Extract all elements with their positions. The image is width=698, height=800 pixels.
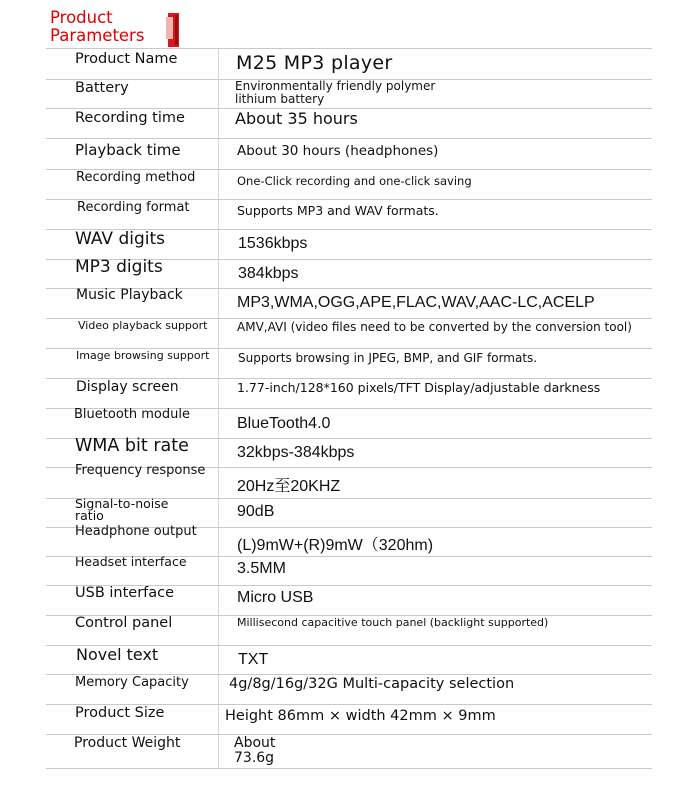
spec-row bbox=[46, 586, 652, 616]
spec-label: Display screen bbox=[76, 379, 179, 395]
spec-value: 20Hz至20KHZ bbox=[237, 478, 341, 495]
spec-row bbox=[46, 170, 652, 200]
spec-value: Height 86mm × width 42mm × 9mm bbox=[225, 708, 496, 724]
spec-value: 384kbps bbox=[238, 265, 299, 282]
spec-value: BlueTooth4.0 bbox=[237, 415, 331, 432]
spec-row bbox=[46, 735, 652, 769]
spec-value: (L)9mW+(R)9mW（320hm) bbox=[237, 537, 434, 554]
spec-label-line2: ratio bbox=[75, 508, 104, 523]
spec-value: 1.77-inch/128*160 pixels/TFT Display/adjustable darkness bbox=[237, 380, 601, 395]
spec-label: Video playback support bbox=[78, 319, 208, 332]
spec-value-line2: lithium battery bbox=[235, 92, 325, 106]
spec-value: Micro USB bbox=[237, 589, 314, 606]
spec-row bbox=[46, 257, 652, 289]
spec-label: MP3 digits bbox=[75, 257, 163, 277]
spec-value: Supports MP3 and WAV formats. bbox=[237, 203, 439, 218]
spec-row bbox=[46, 289, 652, 319]
spec-label: Novel text bbox=[76, 645, 159, 664]
spec-row bbox=[46, 79, 652, 109]
spec-value: M25 MP3 player bbox=[236, 52, 393, 74]
spec-label: WMA bit rate bbox=[75, 436, 189, 456]
spec-label: Headset interface bbox=[75, 554, 187, 569]
spec-label: Playback time bbox=[75, 141, 181, 159]
spec-value: About 35 hours bbox=[235, 109, 358, 128]
spec-label: Music Playback bbox=[76, 287, 183, 303]
spec-row bbox=[46, 109, 652, 139]
spec-row bbox=[46, 409, 652, 439]
spec-label: Recording method bbox=[76, 170, 196, 185]
spec-label: Memory Capacity bbox=[75, 675, 189, 690]
spec-label: Headphone output bbox=[75, 524, 197, 539]
spec-value: 1536kbps bbox=[238, 235, 308, 252]
spec-label: Product Weight bbox=[74, 735, 181, 751]
spec-row bbox=[46, 200, 652, 230]
spec-label: WAV digits bbox=[75, 229, 166, 249]
spec-value: Millisecond capacitive touch panel (backlight supported) bbox=[237, 616, 549, 629]
spec-row bbox=[46, 705, 652, 735]
spec-row bbox=[46, 463, 652, 499]
spec-value: 4g/8g/16g/32G Multi-capacity selection bbox=[229, 676, 515, 692]
spec-value: Supports browsing in JPEG, BMP, and GIF formats. bbox=[238, 351, 538, 365]
spec-value: One-Click recording and one-click saving bbox=[237, 174, 472, 188]
spec-value: 90dB bbox=[237, 503, 275, 520]
spec-value-line1: About bbox=[234, 735, 276, 751]
spec-label: Product Size bbox=[75, 705, 165, 721]
spec-row bbox=[46, 646, 652, 675]
product-parameters-header bbox=[50, 9, 144, 45]
header-title-line1: Product bbox=[50, 8, 113, 27]
spec-label: Image browsing support bbox=[76, 349, 210, 362]
spec-value: AMV,AVI (video files need to be converted by the conversion tool) bbox=[237, 320, 632, 334]
spec-value: MP3,WMA,OGG,APE,FLAC,WAV,AAC-LC,ACELP bbox=[237, 294, 595, 311]
spec-row bbox=[46, 139, 652, 170]
spec-row bbox=[46, 616, 652, 646]
spec-label: Recording time bbox=[75, 110, 185, 126]
spec-row bbox=[46, 349, 652, 379]
spec-label: Recording format bbox=[77, 200, 190, 215]
spec-label: Frequency response bbox=[75, 463, 206, 478]
spec-row bbox=[46, 524, 652, 557]
spec-label: Battery bbox=[75, 80, 129, 96]
header-title-line2: Parameters bbox=[50, 26, 145, 45]
spec-value: TXT bbox=[238, 651, 269, 668]
spec-value-line2: 73.6g bbox=[234, 750, 275, 766]
spec-row bbox=[46, 554, 652, 586]
spec-label: Product Name bbox=[75, 51, 178, 67]
spec-row bbox=[46, 675, 652, 705]
spec-label: Control panel bbox=[75, 615, 173, 631]
spec-row bbox=[46, 230, 652, 260]
spec-value-line1: Environmentally friendly polymer bbox=[235, 79, 436, 93]
spec-value: About 30 hours (headphones) bbox=[237, 143, 439, 159]
spec-value: 3.5MM bbox=[237, 560, 286, 577]
spec-row bbox=[46, 319, 652, 349]
spec-label: USB interface bbox=[75, 585, 175, 601]
spec-row bbox=[46, 48, 652, 80]
spec-value: 32kbps-384kbps bbox=[237, 444, 355, 461]
spec-label-line1: Signal-to-noise bbox=[75, 496, 169, 511]
spec-row bbox=[46, 379, 652, 409]
spec-label: Bluetooth module bbox=[74, 407, 190, 422]
red-flag-icon bbox=[164, 12, 182, 48]
